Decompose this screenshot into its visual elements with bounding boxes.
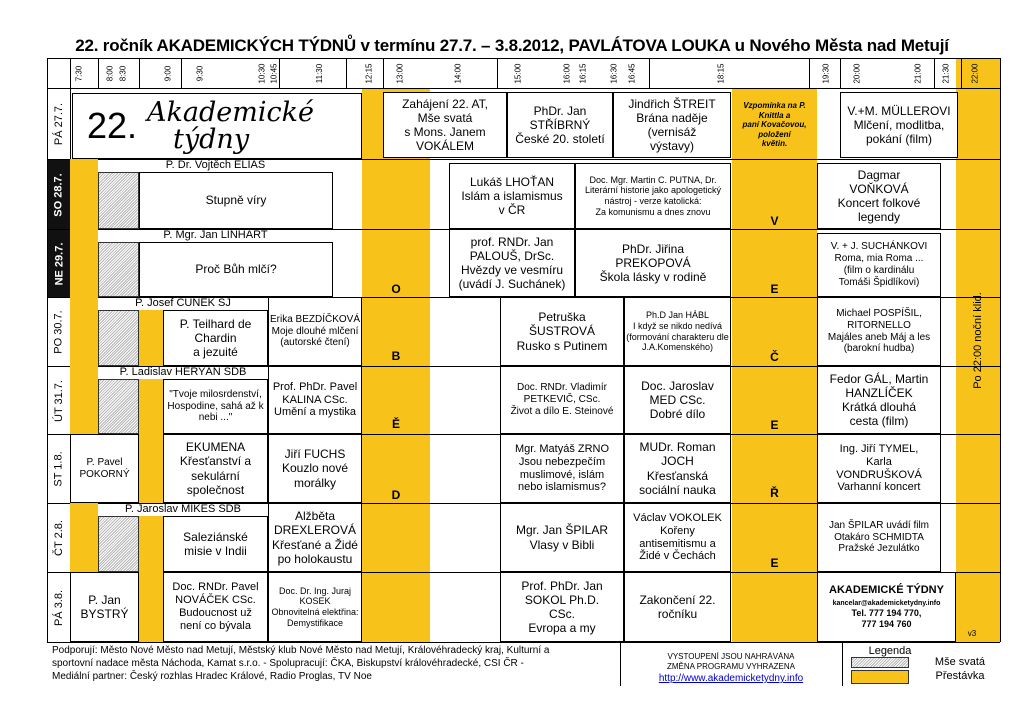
time-label [394, 58, 406, 88]
time-label-text: 9:00 [163, 65, 173, 81]
program-mullerovi: V.+M. MÜLLEROVI Mlčení, modlitba, pokání (film) [840, 92, 958, 158]
contact-box [817, 572, 956, 642]
day-label-text: PÁ 3.8. [53, 589, 66, 626]
topic-heryan: "Tvoje milosrdenství, Hospodine, sahá až k nebi ..." [163, 379, 268, 434]
program-joch: MUDr. Roman JOCH Křesťanská sociální nauka [624, 434, 731, 503]
version-label: v3 [967, 629, 977, 639]
time-label [452, 58, 464, 88]
grid-line [840, 58, 841, 88]
program-prekopova: PhDr. Jiřina PREKOPOVÁ Škola lásky v rodině [575, 229, 731, 297]
time-label [561, 58, 573, 88]
grid-line [98, 58, 99, 88]
speaker-elias: P. Dr. Vojtěch ELIÁŠ [165, 159, 266, 172]
time-label-text: 16:45 [627, 62, 637, 84]
time-label-text: 16:30 [609, 62, 619, 84]
topic-linhart: Proč Bůh mlčí? [139, 242, 333, 297]
time-label [363, 58, 375, 88]
grid-line [934, 58, 935, 88]
speaker-linhart: P. Mgr. Jan LINHART [163, 229, 268, 242]
logo-line2: týdny [173, 124, 250, 155]
program-drexlerova: Alžběta DREXLEROVÁ Křesťané a Židé po holokaustu [268, 503, 362, 572]
logo-number: 22. [87, 104, 138, 146]
topic-elias: Stupně víry [139, 172, 333, 229]
topic-mikes: Saleziánské misie v Indii [163, 516, 268, 572]
vecere-letter: E [770, 281, 779, 296]
time-label [104, 58, 116, 88]
time-label-text: 16:00 [562, 62, 572, 84]
program-ekumena: EKUMENA Křesťanství a sekulární společnost [163, 434, 268, 503]
vecere-letter: E [770, 417, 779, 432]
program-palous: prof. RNDr. Jan PALOUŠ, DrSc. Hvězdy ve vesmíru (uvádí J. Suchánek) [449, 229, 575, 297]
break-cell [139, 434, 163, 503]
time-label-text: 19:30 [821, 62, 831, 84]
break-cell [70, 297, 98, 366]
vecere-letter: Ř [770, 485, 779, 500]
grid-line [47, 58, 1000, 59]
header-cell [732, 58, 817, 88]
time-label-text: 21:30 [941, 62, 951, 84]
program-schmidta: Jan ŠPILAR uvádí film Otakáro SCHMIDTA Pražské Jezulátko [817, 503, 941, 572]
time-label-text: 10:45 [269, 62, 279, 84]
program-petkevic: Doc. RNDr. Vladimír PETKEVIČ, CSc. Život a dílo E. Steinové [500, 366, 624, 434]
program-bystry: P. Jan BYSTRÝ [70, 572, 139, 642]
obed-letter: O [391, 281, 401, 296]
time-label [626, 58, 638, 88]
time-label [715, 58, 727, 88]
program-sokol: Prof. PhDr. Jan SOKOL Ph.D. CSc. Evropa a my [500, 572, 624, 642]
time-label-text: 11:30 [315, 63, 325, 83]
program-stribrny: PhDr. Jan STŘÍBRNÝ České 20. století [507, 92, 613, 158]
break-cell [70, 366, 98, 434]
time-label-text: 7:30 [74, 65, 84, 81]
time-label [577, 58, 589, 88]
mass-cell [98, 379, 139, 434]
day-label [48, 435, 70, 503]
time-label-text: 16:15 [578, 62, 588, 84]
mass-cell [98, 172, 139, 229]
contact-name: AKADEMICKÉ TÝDNY [829, 584, 944, 597]
time-label-text: 13:00 [395, 62, 405, 84]
speaker-mikes: P. Jaroslav MIKEŠ SDB [125, 503, 241, 516]
legend-title: Legenda [868, 644, 912, 657]
grid-line [47, 642, 1000, 643]
break-cell [139, 572, 163, 642]
topic-cunek: P. Teilhard de Chardin a jezuité [163, 310, 268, 366]
time-label-text: 15:00 [513, 62, 523, 84]
program-zrno: Mgr. Matyáš ZRNO Jsou nebezpečím muslimové, islám nebo islamismus? [500, 434, 624, 503]
grid-line [497, 58, 498, 88]
program-pokorny: P. Pavel POKORNÝ [70, 434, 139, 503]
day-label-text: PÁ 27.7. [53, 102, 66, 146]
program-vokolek: Václav VOKOLEK Kořeny antisemitismu a Židé v Čechách [624, 503, 731, 572]
break-cell [139, 379, 163, 434]
program-vonkova: Dagmar VOŇKOVÁ Koncert folkové legendy [817, 163, 941, 229]
program-bezdickova: Erika BEZDÍČKOVÁ Moje dlouhé mlčení (autorské čtení) [268, 297, 362, 366]
time-label-text: 8:00 [105, 65, 115, 81]
grid-line [620, 642, 621, 686]
time-label [820, 58, 832, 88]
program-streit: Jindřich ŠTREIT Brána naděje (vernisáž výstavy) [613, 92, 731, 158]
program-gal: Fedor GÁL, Martin HANZLÍČEK Krátká dlouhá cesta (film) [817, 366, 941, 434]
footer-support: Podporují: Město Nové Město nad Metují, Městský klub Nové Město nad Metují, Královéhradecký kraj, Kulturní a sportovní nadace města Náchoda, Kamat s.r.o. - Spolupracují: ČKA, Biskupství královéhradecké, CSI ČR - Mediální partner: Český rozhlas Hradec Králové, Radio Proglas, TV Noe [52, 645, 550, 682]
program-spilar: Mgr. Jan ŠPILAR Vlasy v Bibli [500, 503, 624, 572]
time-label [162, 58, 174, 88]
program-habl: Ph.D Jan HÁBL I když se nikdo nedívá (formování charakteru dle J.A.Komenského) [624, 297, 731, 366]
vecere-letter: E [770, 555, 779, 570]
day-label [48, 230, 70, 297]
time-label-text: 9:30 [195, 65, 205, 81]
logo-line1: Akademické [147, 97, 314, 128]
contact-email[interactable]: kancelar@akademicketydny.info [832, 599, 941, 607]
time-label [194, 58, 206, 88]
obed-column [362, 88, 430, 642]
legend-mass-label: Mše svatá [934, 655, 986, 668]
program-fuchs: Jiří FUCHS Kouzlo nové morálky [268, 434, 362, 503]
legend-break-label: Přestávka [935, 669, 985, 682]
obed-letter: B [391, 348, 401, 363]
program-suchankovi: V. + J. SUCHÁNKOVI Roma, mia Roma ... (film o kardinálu Tomáši Špidlíkovi) [817, 233, 941, 297]
vecere-letter: V [770, 213, 779, 228]
day-label [48, 504, 70, 572]
obed-letter: D [391, 487, 401, 502]
day-label-text: NE 29.7. [53, 242, 65, 285]
grid-line [47, 88, 1000, 89]
program-kalina: Prof. PhDr. Pavel KALINA CSc. Umění a mystika [268, 366, 362, 434]
program-kosek: Doc. Dr. Ing. Juraj KOSEK Obnovitelná elektřina: Demystifikace [268, 572, 362, 642]
day-label-text: ST 1.8. [53, 451, 66, 487]
speaker-cunek: P. Josef ČUNEK SJ [135, 297, 231, 310]
logo [72, 93, 362, 159]
day-label [48, 89, 70, 159]
time-label-text: 22:00 [970, 62, 980, 84]
mass-cell [98, 516, 139, 572]
grid-line [842, 642, 843, 686]
day-label-text: PO 30.7. [53, 310, 66, 354]
day-label [48, 160, 70, 229]
day-label-text: ÚT 31.7. [53, 379, 65, 422]
program-zahajeni: Zahájení 22. AT, Mše svatá s Mons. Janem VOKÁLEM [383, 92, 507, 158]
time-label [912, 58, 924, 88]
day-label [48, 573, 70, 642]
program-sustrova: Petruška ŠUSTROVÁ Rusko s Putinem [500, 297, 624, 366]
time-label-text: 20:00 [852, 62, 862, 84]
grid-line [383, 58, 384, 88]
footer-notice: VYSTOUPENÍ JSOU NAHRÁVÁNA ZMĚNA PROGRAMU VYHRAZENA [666, 652, 795, 671]
program-vzpominka: Vzpomínka na P. Knittla a paní Kovačovou, položení květin. [742, 101, 807, 149]
program-pospisil: Michael POSPÍŠIL, RITORNELLO Majáles aneb Máj a les (barokní hudba) [817, 297, 941, 366]
speaker-heryan: P. Ladislav HERYÁN SDB [119, 366, 247, 379]
grid-line [70, 58, 71, 88]
grid-line [181, 58, 182, 88]
time-label [314, 58, 326, 88]
footer-url[interactable]: http://www.akademicketydny.info [658, 673, 804, 685]
grid-line [1000, 58, 1001, 642]
program-putna: Doc. Mgr. Martin C. PUTNA, Dr. Literární historie jako apologetický nástroj - verze katolická: Za komunismu a dnes znovu [575, 163, 731, 229]
grid-line [279, 58, 280, 88]
break-cell [70, 159, 98, 229]
grid-line [649, 58, 650, 88]
vecere-letter: Č [770, 349, 779, 364]
program-zakonceni: Zakončení 22. ročníku [624, 572, 731, 642]
break-cell [139, 310, 163, 366]
grid-line [139, 58, 140, 88]
program-lhotan: Lukáš LHOŤAN Islám a islamismus v ČR [449, 163, 575, 229]
time-label [117, 58, 129, 88]
time-label [512, 58, 524, 88]
program-med: Doc. Jaroslav MED CSc. Dobré dílo [624, 366, 731, 434]
time-label [73, 58, 85, 88]
time-label [940, 58, 952, 88]
break-cell [139, 516, 163, 572]
night-label [956, 270, 1000, 410]
time-label-text: 12:15 [364, 62, 374, 84]
time-label-text: 10:30 [257, 62, 267, 84]
time-label-text: 21:00 [913, 62, 923, 84]
break-cell [70, 229, 98, 297]
break-cell [70, 503, 98, 572]
obed-letter: Ě [391, 416, 400, 431]
legend-break-swatch [851, 670, 909, 684]
program-tymel: Ing. Jiří TYMEL, Karla VONDRUŠKOVÁ Varhanní koncert [817, 434, 941, 503]
logo-wordmark [147, 99, 314, 153]
day-label [48, 367, 70, 434]
grid-line [961, 58, 962, 88]
time-label-text: 14:00 [453, 62, 463, 84]
time-label [256, 58, 268, 88]
night-label-text: Po 22:00 noční klid. [971, 291, 984, 389]
grid-line [346, 58, 347, 88]
contact-tel: Tel. 777 194 770, 777 194 760 [851, 607, 922, 629]
page-title: 22. ročník AKADEMICKÝCH TÝDNŮ v termínu 27.7. – 3.8.2012, PAVLÁTOVA LOUKA u Nového Města nad Metují [75, 36, 949, 55]
program-novacek: Doc. RNDr. Pavel NOVÁČEK CSc. Budoucnost už není co bývala [163, 572, 268, 642]
time-label [851, 58, 863, 88]
legend-mass-swatch [851, 657, 909, 668]
time-label [608, 58, 620, 88]
day-label-text: ČT 2.8. [53, 520, 65, 556]
day-label-text: SO 28.7. [53, 172, 66, 217]
mass-cell [98, 242, 139, 297]
grid-line [809, 58, 810, 88]
time-label-text: 18:15 [716, 62, 726, 84]
day-label [48, 298, 70, 366]
time-label-text: 8:30 [118, 65, 128, 81]
time-label [969, 58, 981, 88]
mass-cell [98, 310, 139, 366]
